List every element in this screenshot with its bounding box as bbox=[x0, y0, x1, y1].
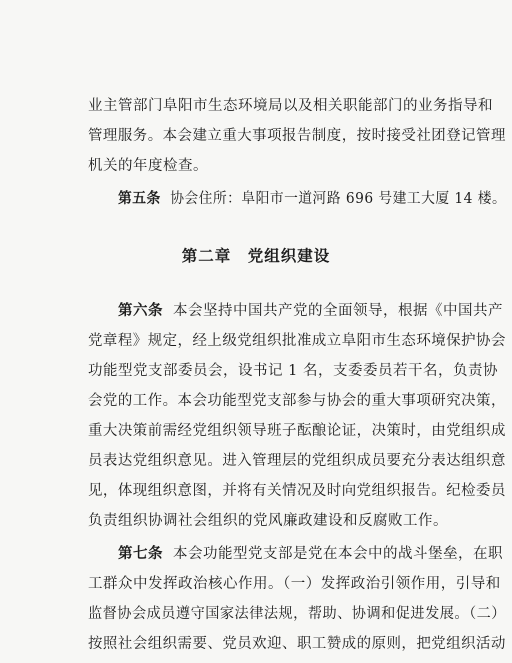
article-text: 协会住所：阜阳市一道河路 696 号建工大厦 14 楼。 bbox=[170, 191, 507, 207]
article-text: 本会功能型党支部是党在本会中的战斗堡垒，在职 bbox=[173, 546, 503, 562]
article-7 bbox=[118, 544, 503, 564]
paragraph-line: 功能型党支部委员会，设书记 1 名，支委委员若干名，负责协 bbox=[88, 363, 498, 379]
chapter-heading: 第二章 党组织建设 bbox=[181, 246, 331, 265]
paragraph-line: 监督协会成员遵守国家法律法规，帮助、协调和促进发展。（二） bbox=[88, 606, 506, 622]
paragraph-line: 负责组织协调社会组织的党风廉政建设和反腐败工作。 bbox=[88, 513, 448, 529]
article-label: 第五条 bbox=[118, 190, 161, 207]
paragraph-line: 党章程》规定，经上级党组织批准成立阜阳市生态环境保护协会 bbox=[88, 333, 506, 349]
article-6 bbox=[118, 301, 503, 321]
paragraph-line: 重大决策前需经党组织领导班子酝酿论证，决策时，由党组织成 bbox=[88, 423, 506, 439]
article-label: 第六条 bbox=[118, 302, 163, 319]
paragraph-line: 按照社会组织需要、党员欢迎、职工赞成的原则，把党组织活动 bbox=[88, 636, 506, 652]
paragraph-line: 机关的年度检查。 bbox=[88, 158, 208, 174]
paragraph-line: 员表达党组织意见。进入管理层的党组织成员要充分表达组织意 bbox=[88, 453, 506, 469]
paragraph-line: 管理服务。本会建立重大事项报告制度，按时接受社团登记管理 bbox=[88, 128, 506, 144]
article-label: 第七条 bbox=[118, 545, 163, 562]
paragraph-line: 见，体现组织意图，并将有关情况及时向党组织报告。纪检委员 bbox=[88, 483, 506, 499]
paragraph-line: 业主管部门阜阳市生态环境局以及相关职能部门的业务指导和 bbox=[88, 98, 493, 114]
article-5 bbox=[118, 189, 506, 209]
article-text: 本会坚持中国共产党的全面领导，根据《中国共产 bbox=[173, 303, 503, 319]
paragraph-line: 会党的工作。本会功能型党支部参与协会的重大事项研究决策， bbox=[88, 393, 506, 409]
paragraph-line: 工群众中发挥政治核心作用。（一）发挥政治引领作用，引导和 bbox=[88, 576, 501, 592]
